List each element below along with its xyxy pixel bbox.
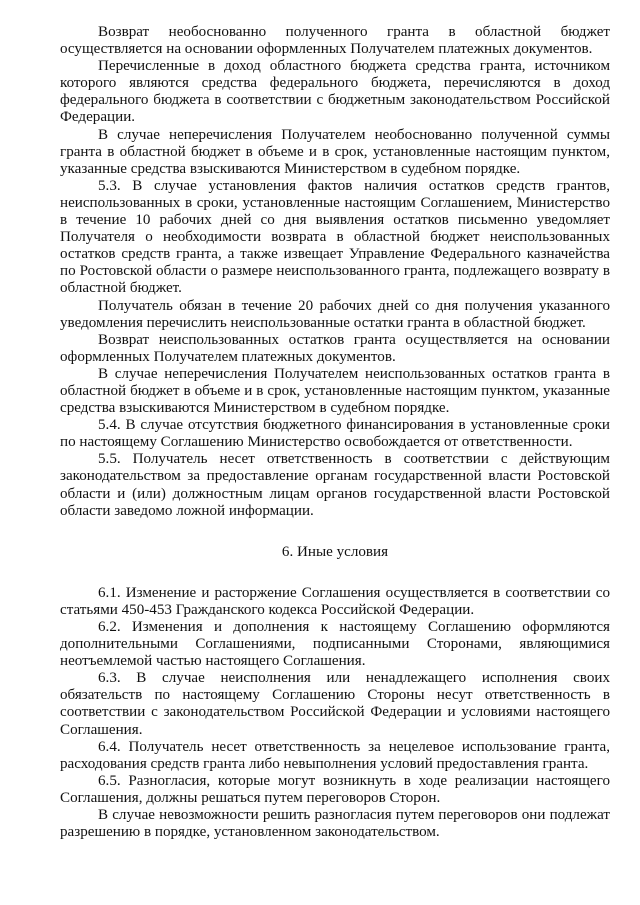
document-body: [60, 24, 610, 841]
paragraph: В случае неперечисления Получателем необоснованно полученной суммы гранта в областной бюджет в объеме и в срок, установленные настоящим пунктом, указанные средства взыскиваются Министерством в судебном порядке.: [60, 126, 610, 177]
clause-5-3: 5.3. В случае установления фактов наличия остатков средств грантов, неиспользованных в сроки, установленные настоящим Соглашением, Министерство в течение 10 рабочих дней со дня выявления остатков письменно уведомляет Получателя о необходимости возврата в областной бюджет неиспользованных остатков средств гранта, а также извещает Управление Федерального казначейства по Ростовской области о размере неиспользованного гранта, подлежащего возврату в областной бюджет.: [60, 177, 610, 297]
clause-6-2: 6.2. Изменения и дополнения к настоящему Соглашению оформляются дополнительными Соглашениями, подписанными Сторонами, являющимися неотъемлемой частью настоящего Соглашения.: [60, 619, 610, 670]
clause-5-4: 5.4. В случае отсутствия бюджетного финансирования в установленные сроки по настоящему Соглашению Министерство освобождается от ответственности.: [60, 417, 610, 451]
paragraph: Возврат необоснованно полученного гранта в областной бюджет осуществляется на основании оформленных Получателем платежных документов.: [60, 24, 610, 58]
clause-6-5: 6.5. Разногласия, которые могут возникнуть в ходе реализации настоящего Соглашения, должны решаться путем переговоров Сторон.: [60, 772, 610, 806]
paragraph: В случае невозможности решить разногласия путем переговоров они подлежат разрешению в порядке, установленном законодательством.: [60, 807, 610, 841]
clause-6-3: 6.3. В случае неисполнения или ненадлежащего исполнения своих обязательств по настоящему Соглашению Стороны несут ответственность в соответствии с законодательством Российской Федерации и условиями настоящего Соглашения.: [60, 670, 610, 738]
clause-6-4: 6.4. Получатель несет ответственность за нецелевое использование гранта, расходования средств гранта либо невыполнения условий предоставления гранта.: [60, 738, 610, 772]
clause-6-1: 6.1. Изменение и расторжение Соглашения осуществляется в соответствии со статьями 450-453 Гражданского кодекса Российской Федерации.: [60, 584, 610, 618]
section-heading: 6. Иные условия: [281, 543, 389, 560]
paragraph: Возврат неиспользованных остатков гранта осуществляется на основании оформленных Получателем платежных документов.: [60, 331, 610, 365]
clause-5-5: 5.5. Получатель несет ответственность в соответствии с действующим законодательством за предоставление органам государственной власти Ростовской области и (или) должностным лицам органов государственной власти Ростовской области заведомо ложной информации.: [60, 451, 610, 519]
paragraph: В случае неперечисления Получателем неиспользованных остатков гранта в областной бюджет в объеме и в срок, установленные настоящим пунктом, указанные средства взыскиваются Министерством в судебном порядке.: [60, 365, 610, 417]
paragraph: Перечисленные в доход областного бюджета средства гранта, источником которого являются средства федерального бюджета, перечисляются в доход федерального бюджета в соответствии с бюджетным законодательством Российской Федерации.: [60, 58, 610, 126]
paragraph: Получатель обязан в течение 20 рабочих дней со дня получения указанного уведомления перечислить неиспользованные остатки гранта в областной бюджет.: [60, 297, 610, 331]
